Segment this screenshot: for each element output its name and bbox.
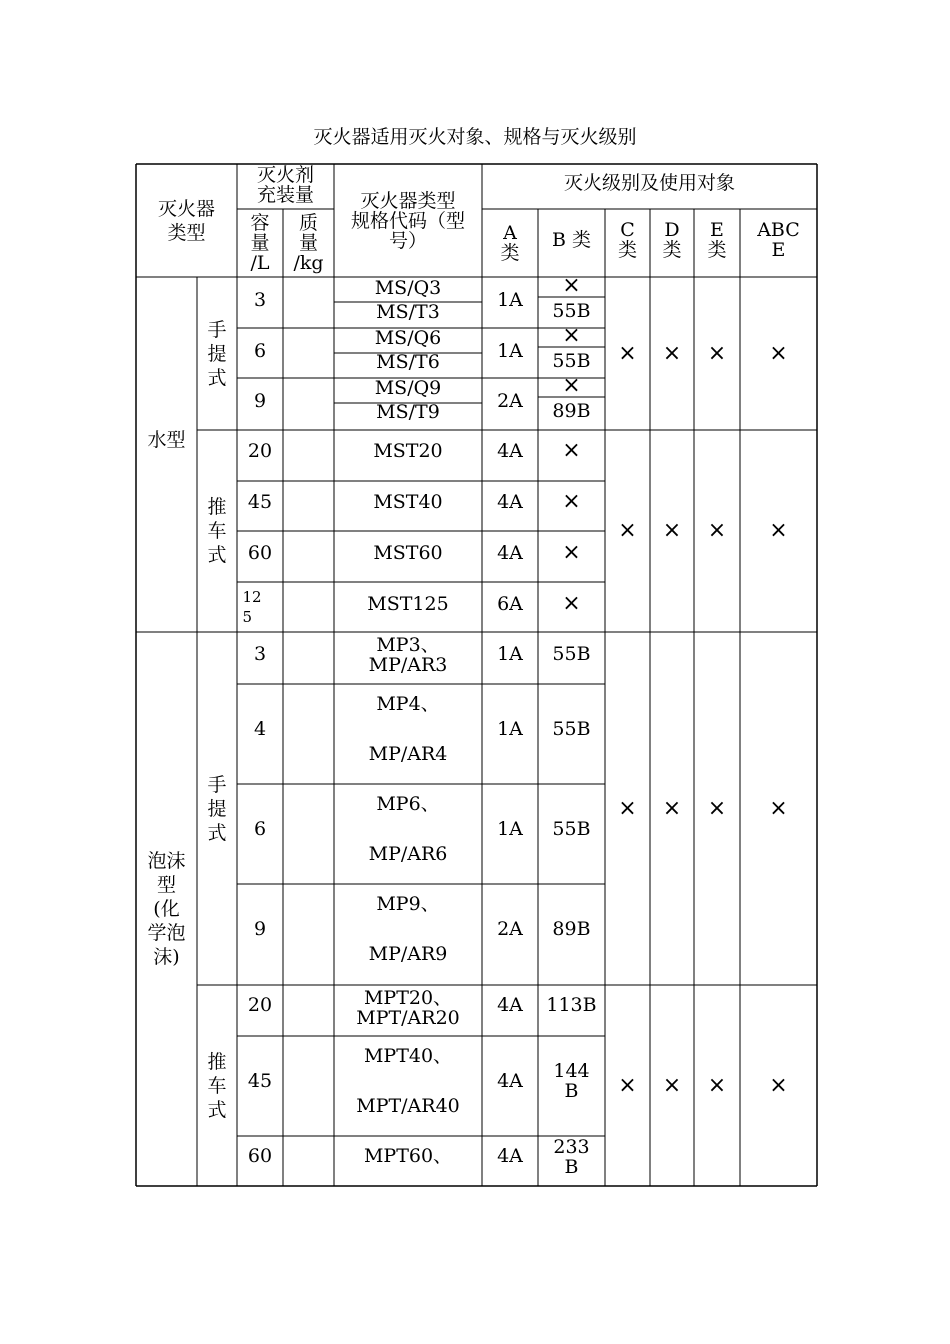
water-cart-class-c: × xyxy=(618,518,637,543)
header-mass: 质 量 /kg xyxy=(293,212,324,274)
capacity-cell: 4 xyxy=(253,718,267,740)
class-a-cell: 4A xyxy=(497,439,523,462)
water-cart-class-abce: × xyxy=(769,518,788,543)
class-b-cell: × xyxy=(562,539,581,565)
class-b-cell: × xyxy=(562,373,581,398)
class-b-cell: 55B xyxy=(552,350,591,372)
class-b-cell: 113B xyxy=(546,994,597,1016)
header-class-a: A 类 xyxy=(500,222,520,264)
model-cell: MP6、 MP/AR6 xyxy=(368,792,448,865)
class-a-cell: 4A xyxy=(497,490,523,513)
class-b-cell: × xyxy=(562,488,581,514)
model-cell: MST60 xyxy=(373,541,443,564)
model-cell: MP4、 MP/AR4 xyxy=(368,692,448,765)
class-a-cell: 4A xyxy=(497,994,523,1016)
water-cart-class-d: × xyxy=(662,518,682,543)
foam-handheld-class-e: × xyxy=(707,795,727,821)
group-foam: 泡沫 型 (化 学泡 沫) xyxy=(147,850,186,968)
subgroup-water-handheld: 手 提 式 xyxy=(207,318,227,389)
header-extinguisher-type: 灭火器 类型 xyxy=(157,197,215,244)
capacity-cell: 6 xyxy=(253,339,267,362)
page-title: 灭火器适用灭火对象、规格与灭火级别 xyxy=(313,126,637,148)
model-cell: MS/T9 xyxy=(376,401,440,423)
capacity-cell: 9 xyxy=(253,389,267,412)
header-class-abce: ABC E xyxy=(757,219,800,261)
class-b-cell: 89B xyxy=(552,400,591,422)
foam-cart-class-d: × xyxy=(662,1072,682,1098)
class-a-cell: 2A xyxy=(497,389,523,412)
model-cell: MP3、 MP/AR3 xyxy=(368,634,448,676)
class-b-cell: 144 B xyxy=(553,1060,590,1102)
class-b-cell: × xyxy=(562,437,581,463)
model-cell: MPT40、 MPT/AR40 xyxy=(356,1044,460,1117)
capacity-cell: 6 xyxy=(253,818,267,840)
capacity-cell: 12 5 xyxy=(242,588,262,626)
class-a-cell: 2A xyxy=(497,918,523,940)
water-handheld-class-d: × xyxy=(662,340,682,366)
class-a-cell: 6A xyxy=(497,592,523,615)
class-a-cell: 4A xyxy=(497,1145,523,1167)
foam-handheld-class-abce: × xyxy=(769,795,788,821)
class-b-cell: 89B xyxy=(552,918,591,940)
class-b-cell: 55B xyxy=(552,818,591,840)
capacity-cell: 3 xyxy=(253,642,267,665)
subgroup-foam-handheld: 手 提 式 xyxy=(207,773,227,844)
subgroup-water-cart: 推 车 式 xyxy=(207,496,227,566)
model-cell: MP9、 MP/AR9 xyxy=(368,892,448,965)
model-cell: MS/Q9 xyxy=(374,377,442,399)
capacity-cell: 60 xyxy=(247,1145,273,1167)
water-handheld-class-c: × xyxy=(618,340,637,366)
class-b-cell: × xyxy=(562,323,581,348)
class-a-cell: 1A xyxy=(497,288,523,311)
class-b-cell: 55B xyxy=(552,718,591,740)
class-a-cell: 1A xyxy=(497,718,523,740)
class-a-cell: 1A xyxy=(497,818,523,840)
class-a-cell: 4A xyxy=(497,541,523,564)
header-class-d: D 类 xyxy=(662,219,682,261)
class-b-cell: × xyxy=(562,273,581,298)
foam-handheld-class-c: × xyxy=(618,795,637,821)
capacity-cell: 60 xyxy=(247,541,273,564)
class-a-cell: 1A xyxy=(497,642,523,665)
model-cell: MS/Q3 xyxy=(374,277,442,299)
header-class-b: B 类 xyxy=(551,229,591,251)
model-cell: MPT20、 MPT/AR20 xyxy=(356,987,460,1029)
water-handheld-class-abce: × xyxy=(769,340,788,366)
foam-cart-class-e: × xyxy=(707,1072,727,1098)
header-charge: 灭火剂 充装量 xyxy=(256,163,314,206)
class-b-cell: 55B xyxy=(552,300,591,322)
class-a-cell: 1A xyxy=(497,339,523,362)
header-model-code: 灭火器类型 规格代码（型 号） xyxy=(350,189,465,252)
model-cell: MST20 xyxy=(373,439,443,462)
class-b-cell: 55B xyxy=(552,642,591,665)
foam-cart-class-abce: × xyxy=(769,1072,788,1098)
model-cell: MS/T3 xyxy=(376,301,440,323)
capacity-cell: 45 xyxy=(247,1070,273,1092)
subgroup-foam-cart: 推 车 式 xyxy=(207,1050,227,1121)
group-water: 水型 xyxy=(147,428,186,451)
capacity-cell: 3 xyxy=(253,288,267,311)
class-a-cell: 4A xyxy=(497,1070,523,1092)
capacity-cell: 20 xyxy=(247,994,273,1016)
header-class-e: E 类 xyxy=(707,219,727,261)
capacity-cell: 20 xyxy=(247,439,273,462)
header-rating: 灭火级别及使用对象 xyxy=(563,172,735,194)
header-capacity: 容 量 /L xyxy=(250,212,270,274)
capacity-cell: 45 xyxy=(247,490,273,513)
class-b-cell: × xyxy=(562,590,581,616)
model-cell: MS/Q6 xyxy=(374,327,442,349)
capacity-cell: 9 xyxy=(253,918,267,940)
model-cell: MPT60、 xyxy=(363,1145,453,1167)
foam-cart-class-c: × xyxy=(618,1072,637,1098)
model-cell: MS/T6 xyxy=(376,351,440,373)
water-handheld-class-e: × xyxy=(707,340,727,366)
class-b-cell: 233 B xyxy=(553,1136,590,1178)
header-class-c: C 类 xyxy=(617,219,637,261)
model-cell: MST125 xyxy=(367,592,449,615)
foam-handheld-class-d: × xyxy=(662,795,682,821)
model-cell: MST40 xyxy=(373,490,443,513)
water-cart-class-e: × xyxy=(707,518,727,543)
